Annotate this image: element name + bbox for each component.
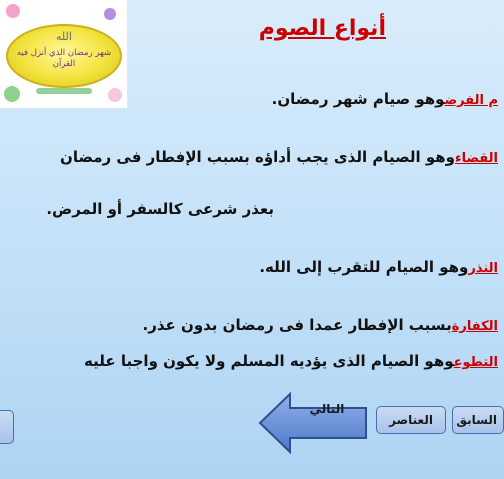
flower-decoration-icon [108,88,122,102]
leaf-decoration-icon [4,86,20,102]
fast-type-line-qada [60,148,498,166]
flower-decoration-icon [6,4,20,18]
fast-type-term: التطوع [453,355,498,370]
fast-type-term: الكفارة [451,319,498,334]
slide-title: أنواع الصوم [258,16,386,41]
fast-type-text: وهو الصيام للتقرب إلى الله. [259,258,469,276]
banner-verse-text: شهر رمضان الذي أنزل فيه القرآن [16,48,112,69]
ramadan-banner-image [0,0,128,108]
fast-type-text: وهو صيام شهر رمضان. [271,90,445,108]
banner-signature [36,88,92,94]
previous-button-label: السابق [456,413,497,427]
banner-allah-text: الله [56,30,72,43]
fast-type-term: النذر [468,261,498,276]
fast-type-line-tatawwu [84,352,498,370]
previous-button[interactable] [452,406,504,434]
fast-type-text: بعذر شرعى كالسفر أو المرض. [46,200,274,218]
fast-type-term: القضاء [454,151,498,166]
fast-type-term: م الفرض [444,93,498,108]
nav-edge-button[interactable] [0,410,14,444]
fast-type-line-qada-continued [46,200,274,218]
fast-type-line-nadhr [259,258,498,276]
elements-button[interactable]: العناصر [376,406,446,434]
fast-type-line-kaffara [143,316,498,334]
fast-type-text: وهو الصيام الذى يجب أداؤه بسبب الإفطار فى رمضان [60,148,455,166]
fast-type-text: وهو الصيام الذى يؤديه المسلم ولا يكون واجبا عليه [84,352,454,370]
fast-type-text: بسبب الإفطار عمدا فى رمضان بدون عذر. [142,316,452,334]
next-button-label: التالي [309,402,345,416]
fast-type-line-fard [272,90,498,108]
next-arrow-button[interactable] [258,392,370,454]
flower-decoration-icon [104,8,116,20]
